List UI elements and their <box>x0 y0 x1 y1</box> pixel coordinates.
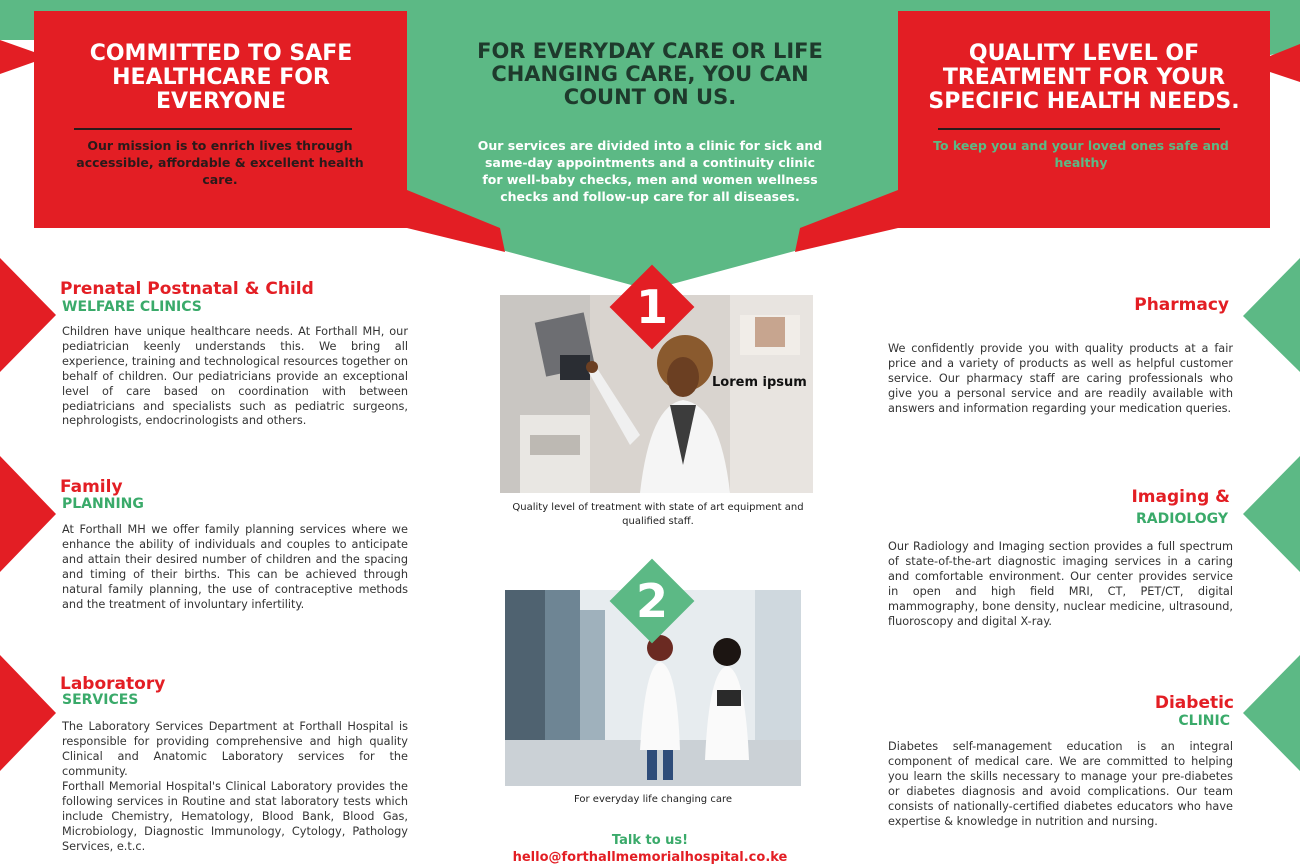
step-1-badge <box>610 265 695 350</box>
header-center-subtitle: Our services are divided into a clinic for sick and same-day appointments and a continuity clinic for well-baby checks, men and women wellness checks and follow-up care for all diseases. <box>477 138 823 204</box>
photo-2-caption: For everyday life changing care <box>574 794 732 805</box>
section-pharmacy-title: Pharmacy <box>1134 295 1229 315</box>
photo-overlay-label: Lorem ipsum <box>712 375 807 390</box>
step-2-number: 2 <box>635 574 668 628</box>
section-prenatal-subtitle: WELFARE CLINICS <box>62 299 202 315</box>
left-marker-2 <box>0 456 56 572</box>
right-marker-1 <box>1243 258 1300 372</box>
header-center-title: FOR EVERYDAY CARE OR LIFE CHANGING CARE, YOU CAN COUNT ON US. <box>477 39 823 110</box>
contact-label: Talk to us! <box>611 833 689 848</box>
section-prenatal-title: Prenatal Postnatal & Child <box>60 279 314 299</box>
photo-1-caption: Quality level of treatment with state of art equipment and qualified staff. <box>512 502 804 527</box>
section-prenatal-body: Children have unique healthcare needs. At Forthall MH, our pediatrician keenly understands this. We bring all experience, training and technological resources together on behalf of children. Our pediatricians provide an exceptional level of care based on coordination with between pediatricians and specialists such as pediatric surgeons, nephrologists, endocrinologists and others. <box>62 325 408 428</box>
section-diabetic-title: Diabetic <box>1154 693 1234 713</box>
section-pharmacy-body: We confidently provide you with quality products at a fair price and a variety of products as well as helpful customer service. Our pharmacy staff are caring professionals who give you a personal service and are readily available with answers and information regarding your medication queries. <box>888 342 1233 415</box>
contact-email-link[interactable]: hello@forthallmemorialhospital.co.ke <box>512 850 788 865</box>
section-laboratory-subtitle: SERVICES <box>62 692 139 708</box>
right-marker-2 <box>1243 456 1300 572</box>
section-family-body: At Forthall MH we offer family planning services where we enhance the ability of individuals and couples to anticipate and attain their desired number of children and the spacing and timing of their births. This can be achieved through natural family planning, the use of contraceptive methods and the treatment of involuntary infertility. <box>62 523 408 611</box>
header-right-rule <box>938 128 1220 130</box>
section-diabetic-subtitle: CLINIC <box>1178 713 1230 729</box>
section-imaging-title: Imaging & <box>1131 487 1230 507</box>
section-family-title: Family <box>60 477 123 497</box>
header-right-subtitle: To keep you and your loved ones safe and healthy <box>933 138 1229 170</box>
left-marker-3 <box>0 655 56 771</box>
section-imaging-subtitle: RADIOLOGY <box>1136 511 1228 527</box>
section-laboratory-body-2: Forthall Memorial Hospital's Clinical Laboratory provides the following services in Routine and stat laboratory tests which include Chemistry, Hematology, Blood Bank, Blood Gas, Microbiology, Diagnostic Immunology, Cytology, Pathology Services, e.t.c. <box>62 780 408 853</box>
section-family-subtitle: PLANNING <box>62 496 144 512</box>
section-diabetic-body: Diabetes self-management education is an integral component of medical care. We are committed to helping you learn the skills necessary to manage your pre-diabetes or diabetes diagnosis and avoid complications. Our team consists of nationally-certified diabetes educators who have expertise & knowledge in nutrition and nursing. <box>888 740 1233 828</box>
header-left-title: COMMITTED TO SAFE HEALTHCARE FOR EVERYONE <box>89 41 353 115</box>
header-left-subtitle: Our mission is to enrich lives through accessible, affordable & excellent health care. <box>76 138 364 187</box>
section-laboratory-title: Laboratory <box>60 674 166 694</box>
header-left-rule <box>74 128 352 130</box>
left-marker-1 <box>0 258 56 372</box>
header-right-title: QUALITY LEVEL OF TREATMENT FOR YOUR SPECIFIC HEALTH NEEDS. <box>928 41 1240 115</box>
section-imaging-body: Our Radiology and Imaging section provides a full spectrum of state-of-the-art diagnostic imaging services in a caring and comfortable environment. Our center provides service in open and high field MRI, CT, PET/CT, digital mammography, bone density, nuclear medicine, ultrasound, fluoroscopy and digital X-ray. <box>888 540 1233 628</box>
right-marker-3 <box>1243 655 1300 771</box>
red-ribbon-left-tail <box>0 40 34 74</box>
step-2-badge <box>610 559 695 644</box>
section-laboratory-body: The Laboratory Services Department at Forthall Hospital is responsible for providing comprehensive and high quality Clinical and Anatomic Laboratory services for the community. <box>62 720 408 778</box>
step-1-number: 1 <box>635 280 668 334</box>
